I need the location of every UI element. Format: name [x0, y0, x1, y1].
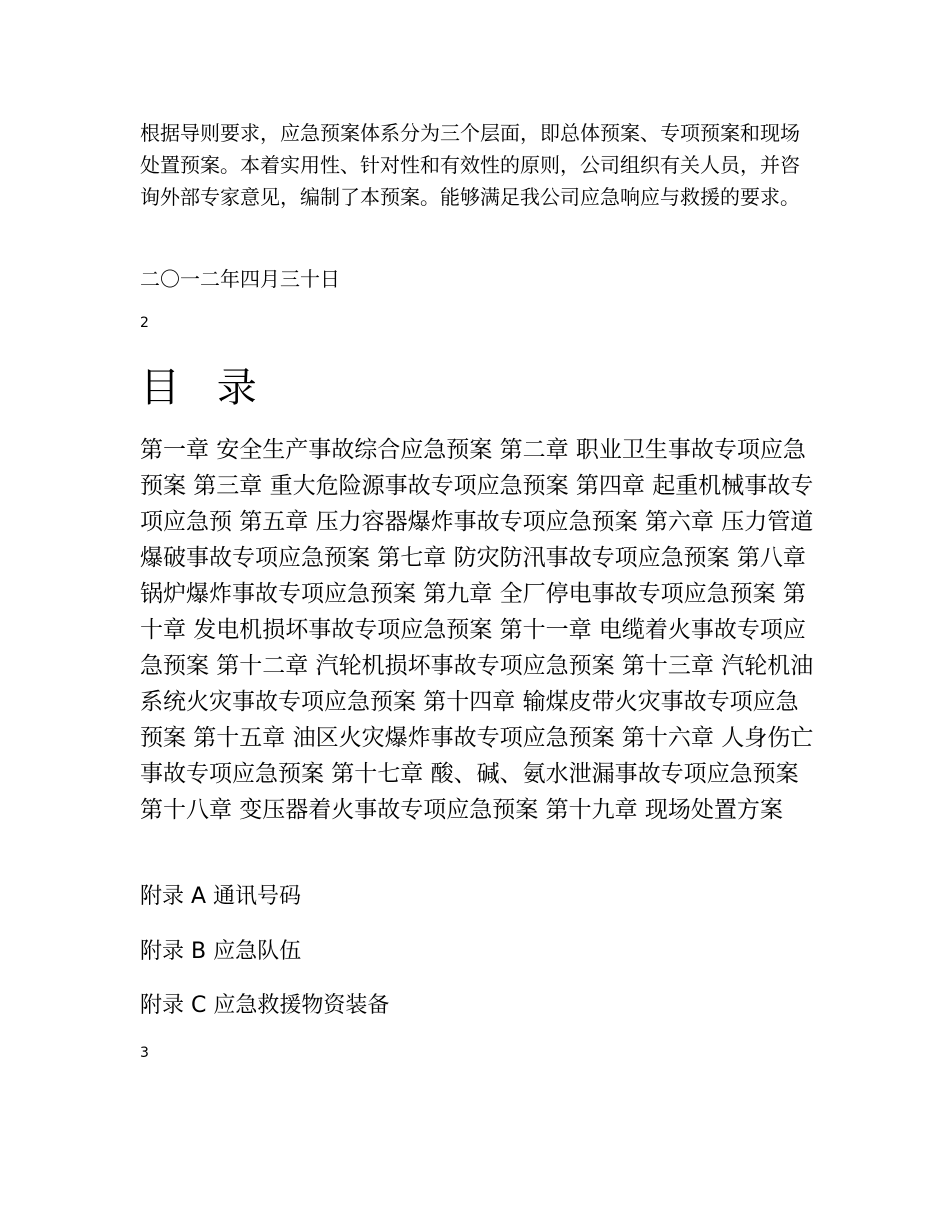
appendix-a: 附录 A 通讯号码 — [140, 884, 302, 909]
page-number: 3 — [140, 1045, 149, 1061]
page-number: 2 — [140, 315, 149, 331]
appendix-c: 附录 C 应急救援物资装备 — [140, 993, 390, 1018]
document-date: 二〇一二年四月三十日 — [140, 267, 340, 291]
toc-title: 目 录 — [140, 365, 269, 411]
toc-chapter-list: 第一章 安全生产事故综合应急预案 第二章 职业卫生事故专项应急预案 第三章 重大危险源事故专项应急预案 第四章 起重机械事故专项应急预 第五章 压力容器爆炸事故专项应急预案 第六章 压力管道爆破事故专项应急预案 第七章 防灾防汛事故专项应急预案 第八章 锅炉爆炸事故专项应急预案 第九章 全厂停电事故专项应急预案 第十章 发电机损坏事故专项应急预案 第十一章 电缆着火事故专项应急预案 第十二章 汽轮机损坏事故专项应急预案 第十三章 汽轮机油系统火灾事故专项应急预案 第十四章 输煤皮带火灾事故专项应急预案 第十五章 油区火灾爆炸事故专项应急预案 第十六章 人身伤亡事故专项应急预案 第十七章 酸、碱、氨水泄漏事故专项应急预案 第十八章 变压器着火事故专项应急预案 第十九章 现场处置方案 — [140, 437, 814, 823]
intro-paragraph: 根据导则要求，应急预案体系分为三个层面，即总体预案、专项预案和现场处置预案。本着实用性、针对性和有效性的原则，公司组织有关人员，并咨询外部专家意见，编制了本预案。能够满足我公司应急响应与救援的要求。 — [140, 121, 800, 209]
appendix-b: 附录 B 应急队伍 — [140, 939, 302, 964]
